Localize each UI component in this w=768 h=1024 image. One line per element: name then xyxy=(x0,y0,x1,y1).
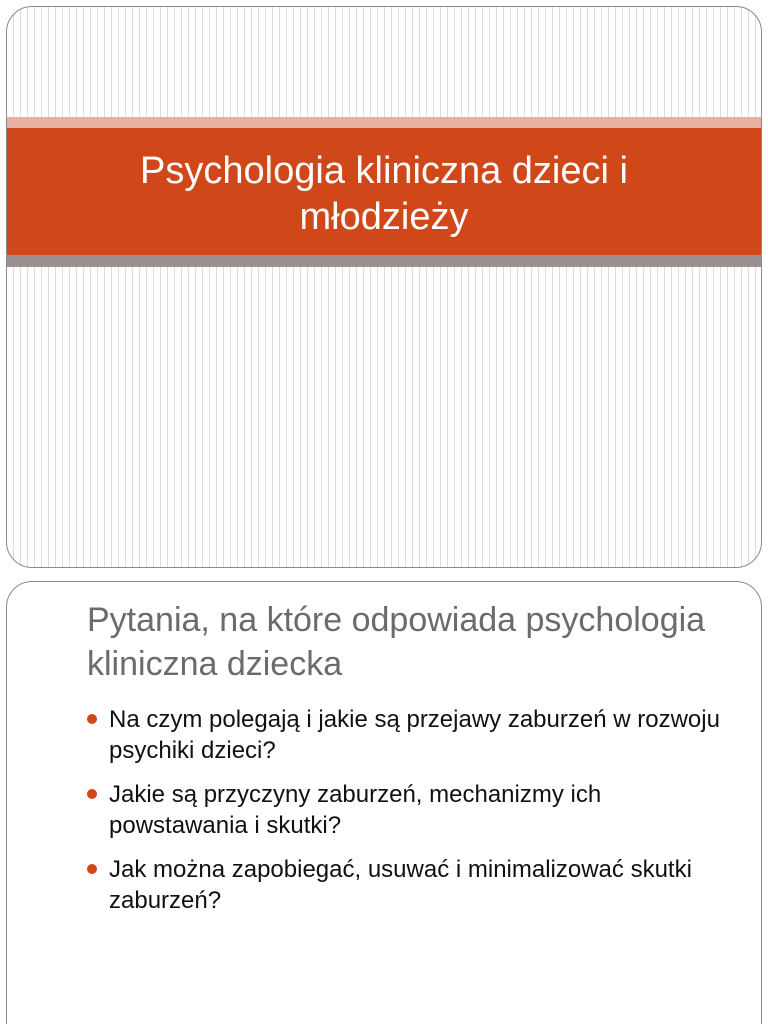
content-slide xyxy=(6,581,762,1024)
bullet-list xyxy=(87,704,727,929)
bullet-icon xyxy=(87,789,97,799)
accent-band-top xyxy=(7,117,761,128)
slide-heading: Pytania, na które odpowiada psychologia kliniczna dziecka xyxy=(87,601,706,683)
bullet-text: Jak można zapobiegać, usuwać i minimalizować skutki zaburzeń? xyxy=(109,856,692,914)
bullet-text: Na czym polegają i jakie są przejawy zaburzeń w rozwoju psychiki dzieci? xyxy=(109,706,720,764)
slide-title: Psychologia kliniczna dzieci i młodzieży xyxy=(140,149,628,238)
accent-band-bottom xyxy=(7,255,761,267)
title-slide xyxy=(6,6,762,568)
title-band xyxy=(7,128,761,255)
bullet-icon xyxy=(87,864,97,874)
list-item xyxy=(87,779,727,841)
bullet-text: Jakie są przyczyny zaburzeń, mechanizmy ich powstawania i skutki? xyxy=(109,781,602,839)
list-item xyxy=(87,854,727,916)
bullet-icon xyxy=(87,714,97,724)
list-item xyxy=(87,704,727,766)
